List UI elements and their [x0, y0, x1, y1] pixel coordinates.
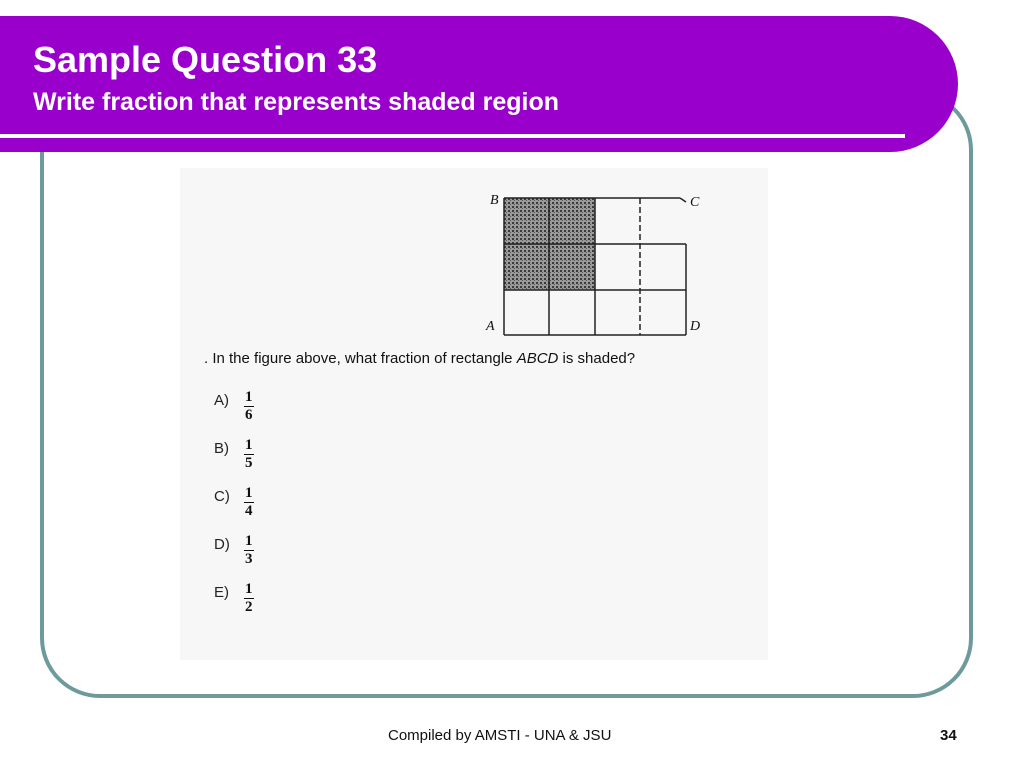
choice-fraction: [244, 390, 254, 423]
fraction-numerator: 1: [245, 389, 253, 405]
question-suffix: is shaded?: [558, 350, 636, 367]
vertex-label-a: A: [486, 319, 495, 334]
slide-subtitle: Write fraction that represents shaded region: [33, 88, 560, 116]
choice-b[interactable]: [214, 438, 254, 486]
title-band: [0, 16, 958, 152]
vertex-label-b: B: [490, 193, 499, 208]
fraction-denominator: 6: [245, 407, 253, 423]
fraction-denominator: 4: [245, 503, 253, 519]
question-image: [180, 168, 768, 660]
vertex-label-c: C: [690, 195, 700, 210]
vertex-label-d: D: [690, 319, 701, 334]
fraction-denominator: 3: [245, 551, 253, 567]
choice-letter: C): [214, 488, 230, 505]
footer-credit: Compiled by AMSTI - UNA & JSU: [388, 727, 612, 744]
choice-fraction: [244, 582, 254, 615]
choice-letter: E): [214, 584, 229, 601]
fraction-numerator: 1: [245, 437, 253, 453]
question-shape-name: ABCD: [516, 350, 559, 367]
choice-fraction: [244, 534, 254, 567]
fraction-numerator: 1: [245, 485, 253, 501]
choice-d[interactable]: [214, 534, 254, 582]
choice-fraction: [244, 438, 254, 471]
slide-title: Sample Question 33: [33, 39, 378, 80]
choice-letter: D): [214, 536, 230, 553]
answer-choices: [214, 390, 254, 630]
fraction-denominator: 2: [245, 599, 253, 615]
choice-e[interactable]: [214, 582, 254, 630]
choice-letter: B): [214, 440, 229, 457]
question-prefix: . In the figure above, what fraction of rectangle: [204, 350, 517, 367]
choice-letter: A): [214, 392, 229, 409]
fraction-denominator: 5: [245, 455, 253, 471]
choice-c[interactable]: [214, 486, 254, 534]
rectangle-grid-figure: [480, 178, 710, 338]
choice-fraction: [244, 486, 254, 519]
choice-a[interactable]: [214, 390, 254, 438]
question-text: [204, 350, 635, 367]
fraction-numerator: 1: [245, 581, 253, 597]
title-divider: [0, 134, 905, 138]
slide-number: 34: [940, 727, 957, 744]
fraction-numerator: 1: [245, 533, 253, 549]
